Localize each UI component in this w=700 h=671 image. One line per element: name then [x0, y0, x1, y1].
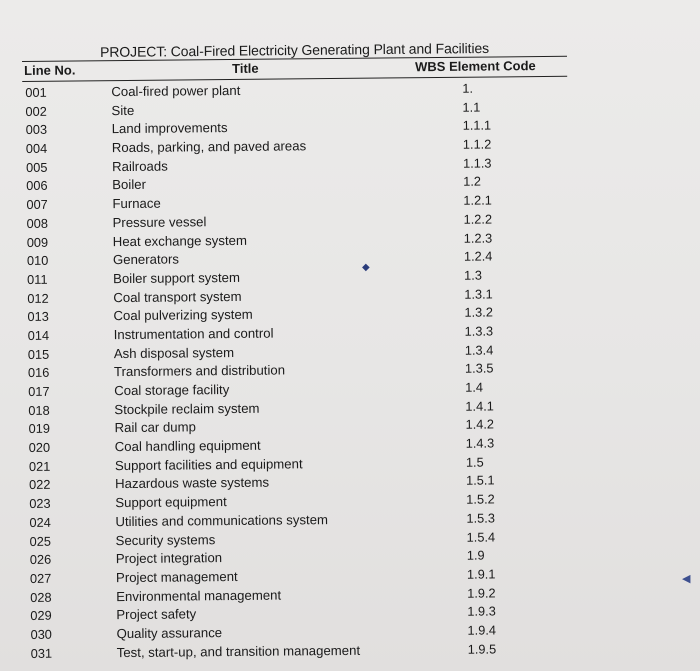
cell-title: Coal-fired power plant	[111, 82, 241, 100]
cell-title: Coal handling equipment	[114, 437, 261, 455]
cell-wbs-code: 1.4.1	[465, 398, 494, 414]
cell-wbs-code: 1.4.2	[465, 416, 495, 433]
cell-line-no: 026	[29, 551, 52, 568]
header-wbs-code: WBS Element Code	[415, 58, 536, 75]
cell-wbs-code: 1.4.3	[465, 435, 495, 451]
cell-line-no: 021	[28, 458, 51, 474]
cell-wbs-code: 1.5.4	[466, 528, 496, 545]
cell-wbs-code: 1.9.5	[467, 641, 497, 657]
cell-wbs-code: 1.3.4	[464, 342, 494, 358]
cell-wbs-code: 1.2.1	[463, 192, 492, 208]
cell-line-no: 024	[29, 514, 51, 530]
cell-line-no: 017	[28, 383, 50, 399]
cell-wbs-code: 1.9.4	[467, 622, 497, 638]
table-body	[22, 79, 573, 664]
cell-line-no: 019	[28, 421, 50, 437]
cell-line-no: 029	[30, 607, 52, 624]
cell-line-no: 008	[26, 215, 49, 231]
cell-wbs-code: 1.1.1	[462, 117, 492, 134]
cell-line-no: 003	[25, 122, 48, 138]
cell-wbs-code: 1.9.1	[466, 566, 496, 582]
cell-title: Instrumentation and control	[113, 325, 274, 343]
cell-line-no: 012	[27, 290, 49, 306]
ink-dot-mark: ◆	[362, 262, 370, 273]
cell-title: Security systems	[115, 531, 216, 548]
cell-title: Coal storage facility	[114, 382, 230, 399]
cell-title: Hazardous waste systems	[115, 475, 270, 492]
cell-wbs-code: 1.1.2	[462, 136, 492, 152]
cell-wbs-code: 1.5.2	[466, 491, 495, 507]
cell-title: Support equipment	[115, 494, 227, 511]
cell-wbs-code: 1.9.3	[467, 603, 496, 620]
cell-title: Generators	[112, 251, 179, 268]
cell-line-no: 018	[28, 402, 50, 418]
cell-title: Coal pulverizing system	[113, 307, 253, 324]
cell-wbs-code: 1.	[462, 80, 474, 96]
table-row	[28, 639, 573, 663]
header-line-no: Line No.	[24, 62, 76, 78]
cell-line-no: 005	[25, 159, 48, 175]
header-title: Title	[232, 60, 259, 76]
cell-line-no: 016	[27, 365, 50, 381]
cell-title: Environmental management	[116, 587, 282, 604]
cell-title: Utilities and communications system	[115, 511, 329, 529]
cell-wbs-code: 1.3	[464, 267, 482, 283]
cell-title: Land improvements	[111, 120, 228, 137]
cell-line-no: 001	[25, 84, 47, 100]
cell-title: Site	[111, 102, 135, 118]
cell-title: Furnace	[112, 195, 161, 212]
cell-title: Boiler support system	[113, 269, 240, 287]
cell-line-no: 022	[29, 477, 51, 493]
cell-line-no: 023	[29, 495, 51, 512]
cell-wbs-code: 1.3.3	[464, 323, 494, 339]
cell-line-no: 009	[26, 234, 49, 250]
cell-line-no: 013	[27, 309, 49, 325]
cell-wbs-code: 1.9	[466, 547, 485, 563]
cell-title: Support facilities and equipment	[114, 456, 303, 473]
cell-wbs-code: 1.2.2	[463, 211, 493, 227]
cell-title: Transformers and distribution	[113, 362, 286, 380]
cell-line-no: 028	[30, 589, 52, 605]
cell-line-no: 015	[27, 346, 50, 362]
cell-title: Roads, parking, and paved areas	[111, 138, 307, 156]
cell-title: Ash disposal system	[113, 344, 235, 361]
cell-title: Heat exchange system	[112, 232, 247, 249]
cell-wbs-code: 1.3.2	[464, 304, 494, 321]
cell-line-no: 025	[29, 533, 52, 549]
cell-line-no: 010	[26, 252, 49, 269]
cell-wbs-code: 1.1.3	[462, 155, 492, 171]
cell-line-no: 031	[30, 645, 53, 661]
cell-wbs-code: 1.2.4	[463, 248, 493, 264]
cell-wbs-code: 1.3.5	[464, 360, 494, 377]
cell-wbs-code: 1.2	[463, 174, 482, 190]
cell-title: Stockpile reclaim system	[114, 400, 260, 417]
cell-line-no: 002	[25, 103, 47, 119]
cell-title: Quality assurance	[116, 625, 223, 642]
cell-wbs-code: 1.9.2	[467, 585, 496, 601]
cell-line-no: 011	[27, 271, 48, 287]
cell-wbs-code: 1.1	[462, 99, 481, 115]
cell-wbs-code: 1.4	[465, 379, 484, 395]
cell-title: Project integration	[115, 550, 223, 567]
cell-line-no: 006	[26, 178, 48, 194]
cell-wbs-code: 1.5.1	[466, 472, 495, 489]
cell-line-no: 014	[27, 327, 50, 343]
cell-line-no: 004	[25, 140, 48, 157]
cell-title: Project management	[115, 568, 238, 585]
cell-title: Test, start-up, and transition management	[116, 642, 361, 660]
cell-line-no: 027	[29, 570, 52, 586]
cell-title: Boiler	[112, 177, 147, 193]
cell-title: Railroads	[111, 158, 168, 174]
cell-wbs-code: 1.2.3	[463, 229, 493, 246]
cell-line-no: 007	[26, 196, 48, 213]
cell-line-no: 030	[30, 626, 52, 642]
cell-wbs-code: 1.5.3	[466, 510, 495, 526]
cell-title: Rail car dump	[114, 419, 196, 436]
pen-arrow-mark: ◀	[682, 573, 691, 585]
cell-title: Pressure vessel	[112, 214, 207, 230]
project-title: PROJECT: Coal-Fired Electricity Generating Plant and Facilities	[100, 39, 490, 60]
cell-title: Project safety	[116, 606, 197, 623]
cell-line-no: 020	[28, 439, 51, 456]
cell-title: Coal transport system	[113, 288, 242, 305]
cell-wbs-code: 1.3.1	[464, 286, 493, 302]
cell-wbs-code: 1.5	[465, 454, 484, 470]
